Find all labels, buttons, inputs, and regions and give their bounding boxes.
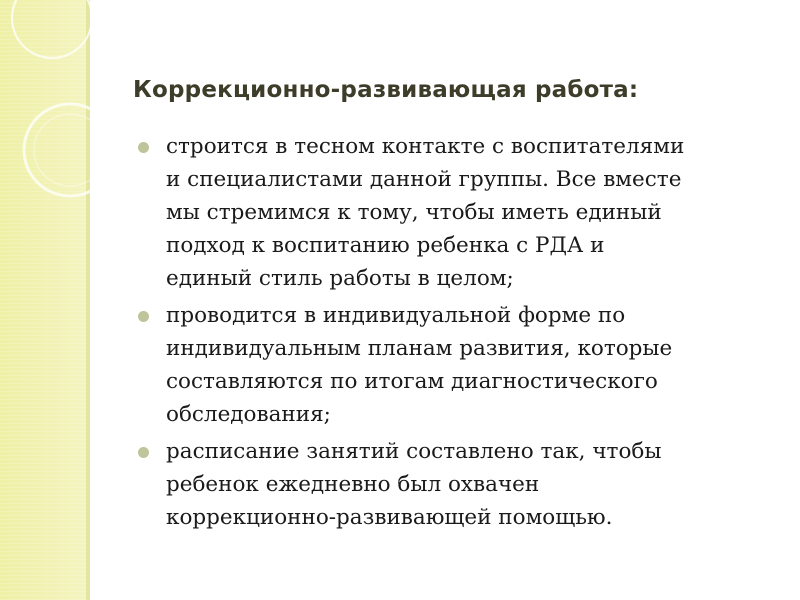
bullet-list xyxy=(130,130,780,538)
bullet-text: строится в тесном контакте с воспитателями и специалистами данной группы. Все вместе мы стремимся к тому, чтобы иметь единый подход к воспитанию ребенка с РДА и единый стиль работы в целом; xyxy=(166,134,685,291)
bullet-dot-icon xyxy=(138,311,149,322)
list-item xyxy=(130,435,780,534)
bullet-dot-icon xyxy=(138,447,149,458)
list-item xyxy=(130,130,780,295)
slide-title: Коррекционно-развивающая работа: xyxy=(133,77,639,103)
bullet-text: расписание занятий составлено так, чтобы ребенок ежедневно был охвачен коррекционно-развивающей помощью. xyxy=(166,439,662,530)
bullet-text: проводится в индивидуальной форме по индивидуальным планам развития, которые составляются по итогам диагностического обследования; xyxy=(166,303,673,427)
list-item xyxy=(130,299,780,431)
bullet-dot-icon xyxy=(138,142,149,153)
decorative-rings-icon xyxy=(0,0,140,260)
